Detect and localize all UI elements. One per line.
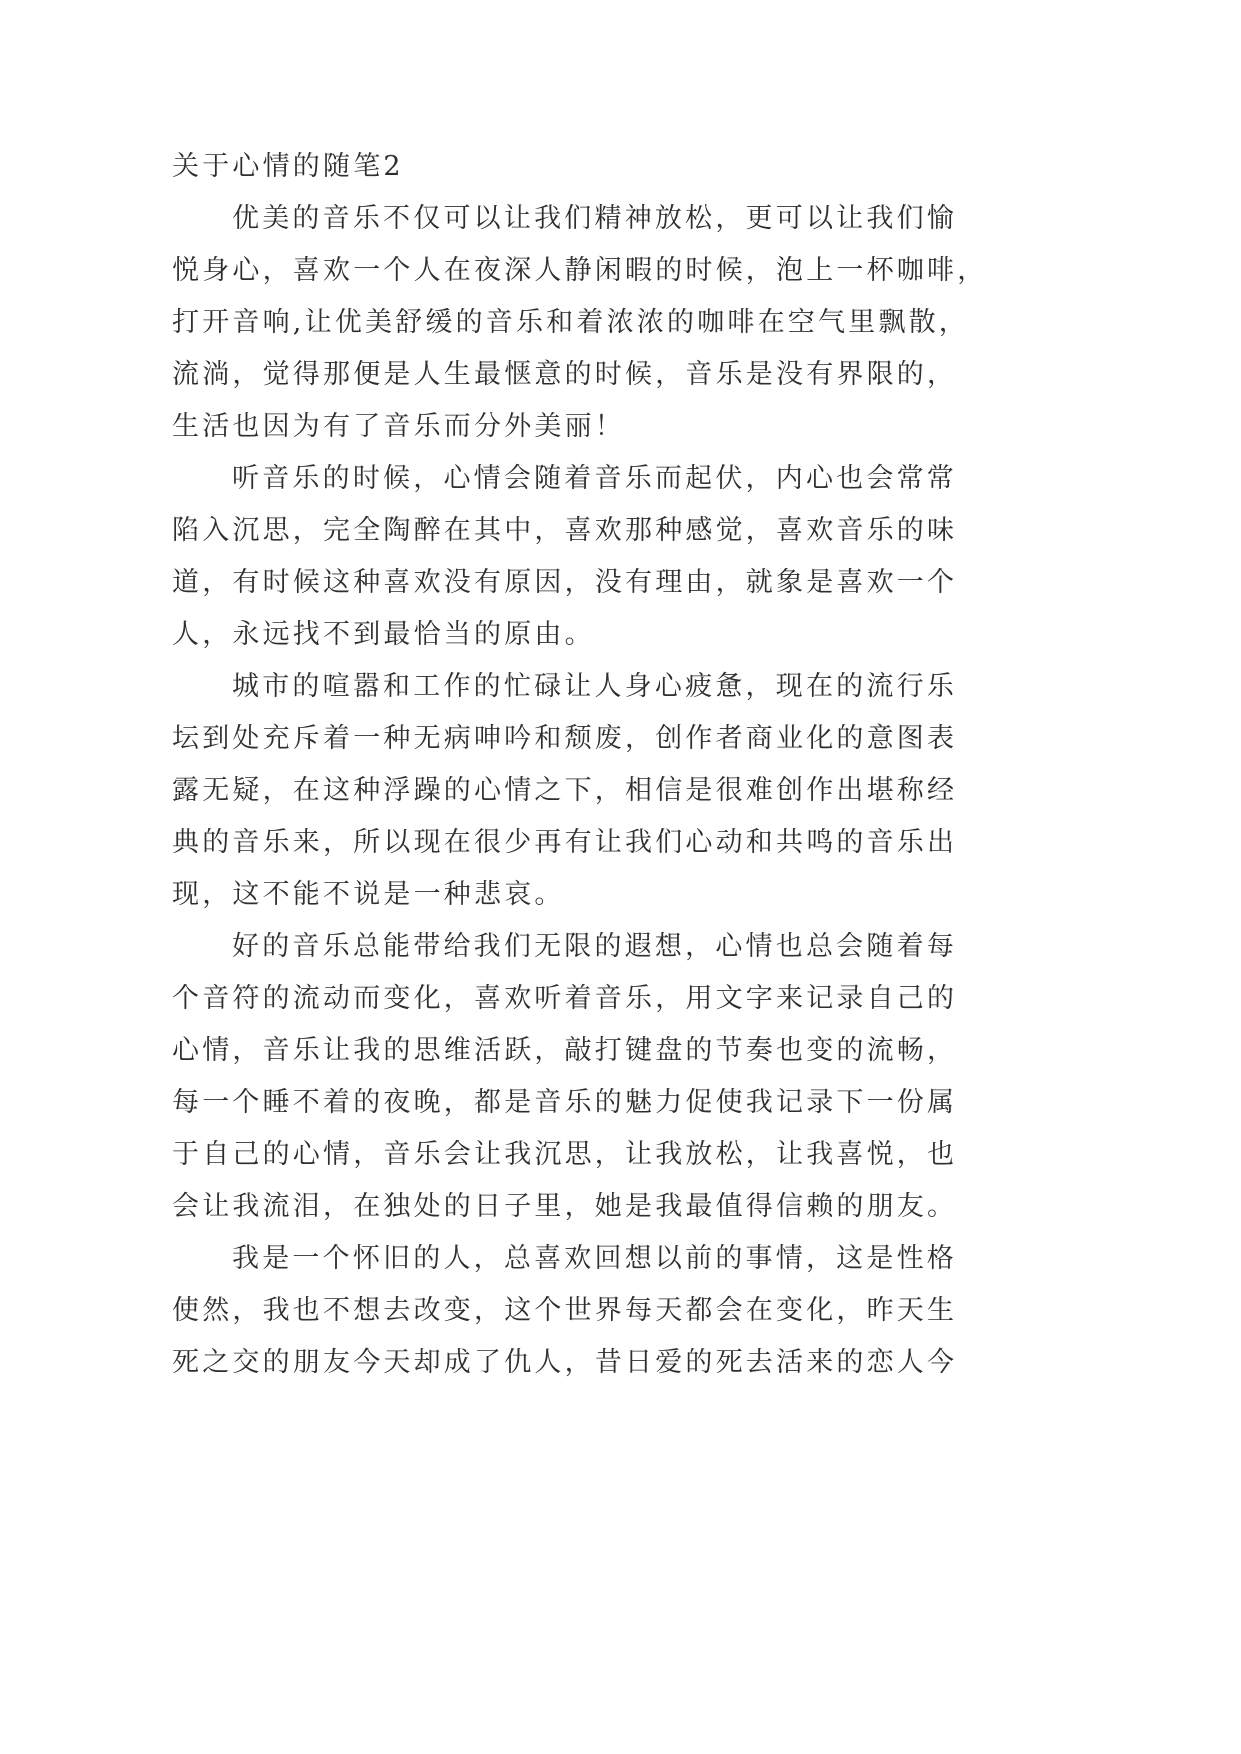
text-line: 使然，我也不想去改变，这个世界每天都会在变化，昨天生 xyxy=(172,1295,958,1326)
text-line: 典的音乐来，所以现在很少再有让我们心动和共鸣的音乐出 xyxy=(172,827,958,858)
text-line: 露无疑，在这种浮躁的心情之下，相信是很难创作出堪称经 xyxy=(172,775,958,806)
text-line: 道，有时候这种喜欢没有原因，没有理由，就象是喜欢一个 xyxy=(172,567,958,598)
text-line: 坛到处充斥着一种无病呻吟和颓废，创作者商业化的意图表 xyxy=(172,723,958,754)
text-line: 于自己的心情，音乐会让我沉思，让我放松，让我喜悦，也 xyxy=(172,1139,958,1170)
text-line: 优美的音乐不仅可以让我们精神放松，更可以让我们愉 xyxy=(232,203,957,234)
text-line: 个音符的流动而变化，喜欢听着音乐，用文字来记录自己的 xyxy=(172,983,958,1014)
text-line: 生活也因为有了音乐而分外美丽！ xyxy=(172,411,625,442)
text-line: 现，这不能不说是一种悲哀。 xyxy=(172,879,565,910)
text-line: 城市的喧嚣和工作的忙碌让人身心疲惫，现在的流行乐 xyxy=(232,671,957,702)
text-line: 我是一个怀旧的人，总喜欢回想以前的事情，这是性格 xyxy=(232,1243,957,1274)
text-line: 人，永远找不到最恰当的原由。 xyxy=(172,619,595,650)
paragraph-1 xyxy=(172,193,988,453)
text-line: 悦身心，喜欢一个人在夜深人静闲暇的时候，泡上一杯咖啡， xyxy=(172,255,988,286)
paragraph-2 xyxy=(172,453,957,661)
text-line: 会让我流泪，在独处的日子里，她是我最值得信赖的朋友。 xyxy=(172,1191,958,1222)
document-body xyxy=(172,141,988,1389)
paragraph-4 xyxy=(172,921,957,1233)
paragraph-5 xyxy=(172,1233,957,1389)
page-title: 关于心情的随笔2 xyxy=(172,151,404,182)
text-line: 每一个睡不着的夜晚，都是音乐的魅力促使我记录下一份属 xyxy=(172,1087,958,1118)
text-line: 听音乐的时候，心情会随着音乐而起伏，内心也会常常 xyxy=(232,463,957,494)
text-line: 流淌，觉得那便是人生最惬意的时候，音乐是没有界限的， xyxy=(172,359,958,390)
paragraph-3 xyxy=(172,661,957,921)
text-line: 好的音乐总能带给我们无限的遐想，心情也总会随着每 xyxy=(232,931,957,962)
text-line: 陷入沉思，完全陶醉在其中，喜欢那种感觉，喜欢音乐的味 xyxy=(172,515,958,546)
text-line: 心情，音乐让我的思维活跃，敲打键盘的节奏也变的流畅， xyxy=(172,1035,958,1066)
text-line: 死之交的朋友今天却成了仇人，昔日爱的死去活来的恋人今 xyxy=(172,1347,958,1378)
text-line: 打开音响,让优美舒缓的音乐和着浓浓的咖啡在空气里飘散， xyxy=(172,307,969,338)
